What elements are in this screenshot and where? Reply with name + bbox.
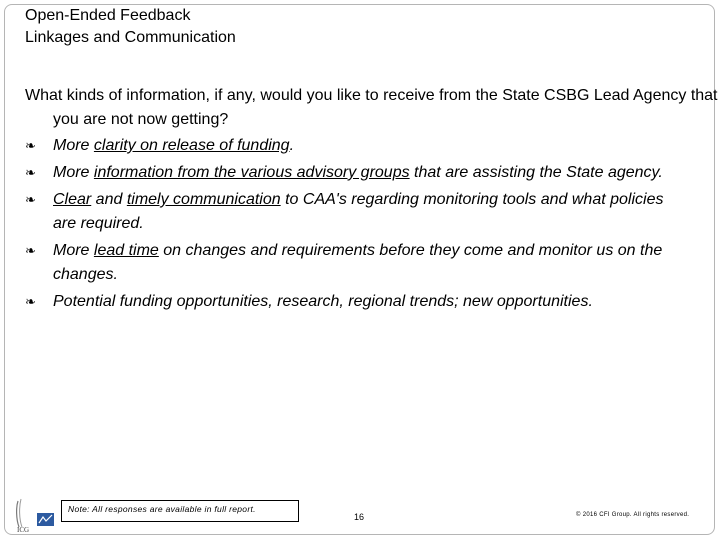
response-item <box>25 188 690 236</box>
text-segment: that are assisting the State agency. <box>409 164 663 181</box>
question-text: What kinds of information, if any, would you like to receive from the State CSBG Lead Agency that you are not now getting? <box>25 87 718 128</box>
text-segment: Potential funding opportunities, research, regional trends; new opportunities. <box>53 293 593 310</box>
page-number: 16 <box>354 512 365 522</box>
fleuron-bullet-icon: ❧ <box>25 192 36 207</box>
text-segment: More <box>53 137 94 154</box>
underlined-phrase: lead time <box>93 242 159 259</box>
text-segment: and <box>91 191 127 208</box>
title-line-2: Linkages and Communication <box>25 29 236 46</box>
underlined-phrase: clarity on release of funding <box>93 137 290 154</box>
company-logo <box>13 497 57 533</box>
fleuron-bullet-icon: ❧ <box>25 243 36 258</box>
underlined-phrase: information from the various advisory groups <box>93 164 410 181</box>
text-segment: More <box>53 164 94 181</box>
response-text <box>53 164 663 181</box>
response-text <box>53 137 294 154</box>
text-segment: on changes and requirements before they come and monitor us on the changes. <box>53 242 663 283</box>
title-line-1: Open-Ended Feedback <box>25 7 191 24</box>
slide-title <box>25 5 236 49</box>
response-item <box>25 161 690 185</box>
response-item <box>25 134 690 158</box>
response-item <box>25 290 690 314</box>
fleuron-bullet-icon: ❧ <box>25 294 36 309</box>
underlined-phrase: timely communication <box>126 191 281 208</box>
footnote: Note: All responses are available in full report. <box>61 500 299 522</box>
logo-text: ICG <box>17 526 30 533</box>
response-text <box>53 293 593 310</box>
response-text <box>53 191 663 232</box>
text-segment: to CAA's regarding monitoring tools and what policies are required. <box>53 191 664 232</box>
response-list <box>25 134 690 314</box>
response-text <box>53 242 662 283</box>
fleuron-bullet-icon: ❧ <box>25 138 36 153</box>
text-segment: More <box>53 242 94 259</box>
copyright-notice: © 2016 CFI Group. All rights reserved. <box>576 512 690 518</box>
underlined-phrase: Clear <box>53 191 92 208</box>
response-item <box>25 239 690 287</box>
fleuron-bullet-icon: ❧ <box>25 165 36 180</box>
text-segment: . <box>289 137 295 154</box>
